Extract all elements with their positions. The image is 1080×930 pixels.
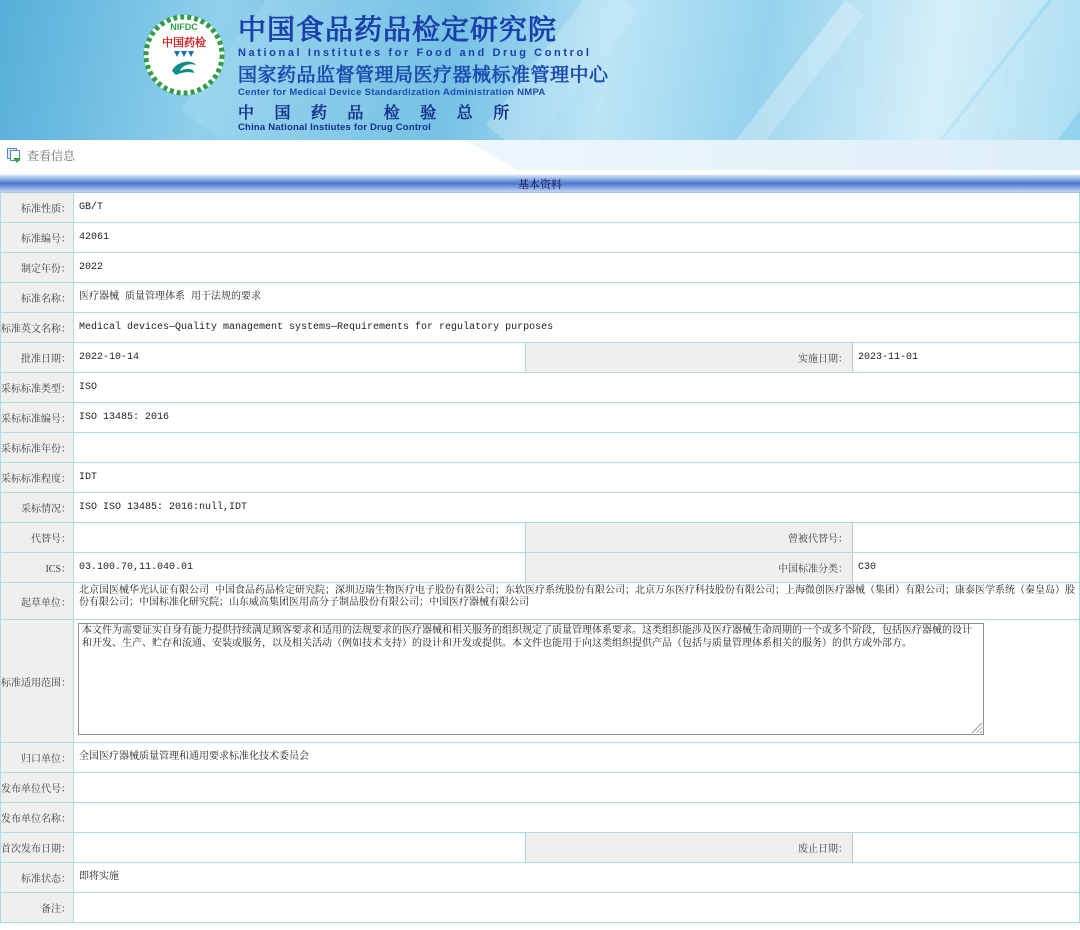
field-value [74,893,1079,922]
field-label: 废止日期： [526,833,853,862]
site-org-en: China National Instiutes for Drug Control [238,122,431,134]
field-label: 制定年份： [1,253,74,282]
field-label: 实施日期： [526,343,853,372]
view-info-button[interactable]: 查看信息 [27,148,76,163]
field-value: 03.100.70,11.040.01 [74,553,526,582]
field-value: 2022 [79,261,104,273]
field-label: 采标标准年份： [1,433,74,462]
field-label: 起草单位： [1,583,74,619]
basic-info-table [0,193,1080,923]
field-label: 发布单位名称： [1,803,74,832]
nifdc-logo [142,13,226,97]
row-ics-class [1,553,1079,583]
scope-textarea-wrap [78,623,984,735]
field-label: 采标情况： [1,493,74,522]
field-value: 2023-11-01 [858,351,919,363]
view-info-icon [6,147,22,163]
field-value [853,833,1079,862]
field-label: 采标标准程度： [1,463,74,492]
row-std-name-en [1,313,1079,343]
row-scope [1,620,1079,743]
site-titles [238,15,609,133]
field-value [853,523,1079,552]
toolbar [0,140,1080,170]
row-pub-unit-name [1,803,1079,833]
field-label: 发布单位代号： [1,773,74,802]
row-adopt-number [1,403,1079,433]
field-label: 标准编号： [1,223,74,252]
logo-arc-text: NIFDC [170,22,198,32]
field-label: ICS： [1,553,74,582]
site-subtitle-cn: 国家药品监督管理局医疗器械标准管理中心 [238,65,609,87]
field-value: 北京国医械华光认证有限公司 中国食品药品检定研究院；深圳迈瑞生物医疗电子股份有限公司；东软医疗系统股份有限公司；北京万东医疗科技股份有限公司；上海微创医疗器械（集团）有限公司；康泰医学系统（秦皇岛）股份有限公司；中国标准化研究院；山东威高集团医用高分子制品股份有限公司；中国医疗器械有限公司 [79,586,1075,609]
row-adopt-degree [1,463,1079,493]
field-value: 全国医疗器械质量管理和通用要求标准化技术委员会 [79,751,309,763]
row-first-pub-abolish [1,833,1079,863]
section-title: 基本资料 [518,178,562,191]
field-value [74,803,1079,832]
field-value: ISO 13485: 2016 [79,411,170,423]
logo-center-text: 中国药检 [162,37,206,49]
toolbar-decoration [465,140,1080,170]
row-remarks [1,893,1079,923]
field-value: ISO [79,381,98,393]
field-value [74,523,526,552]
row-manage-unit [1,743,1079,773]
field-value [74,773,1079,802]
row-approval-impl-date [1,343,1079,373]
field-label: 采标标准类型： [1,373,74,402]
row-std-number [1,223,1079,253]
field-value: 42061 [79,231,110,243]
site-title-cn: 中国食品药品检定研究院 [238,14,558,45]
spacer [0,923,1080,929]
field-label: 采标标准编号： [1,403,74,432]
row-replace-numbers [1,523,1079,553]
field-value: Medical devices—Quality management systems—Requirements for regulatory purposes [79,321,554,333]
field-value: 即将实施 [79,871,119,883]
row-std-status [1,863,1079,893]
scope-textarea[interactable] [78,623,984,735]
row-adopt-info [1,493,1079,523]
site-org-cn: 中 国 药 品 检 验 总 所 [238,104,518,122]
field-value: ISO ISO 13485: 2016:null,IDT [79,501,248,513]
field-label: 标准适用范围： [1,620,74,742]
row-adopt-year [1,433,1079,463]
field-value [74,433,1079,462]
row-adopt-type [1,373,1079,403]
field-label: 曾被代替号： [526,523,853,552]
row-draft-year [1,253,1079,283]
field-value [74,833,526,862]
field-label: 备注： [1,893,74,922]
field-label: 首次发布日期： [1,833,74,862]
field-label: 标准英文名称： [1,313,74,342]
row-pub-unit-code [1,773,1079,803]
field-label: 中国标准分类： [526,553,853,582]
field-value: GB/T [79,201,104,213]
site-header-banner [0,0,1080,140]
field-value: IDT [79,471,98,483]
site-title-en: National Institutes for Food and Drug Control [238,47,592,60]
field-label: 标准名称： [1,283,74,312]
section-title-bar [0,174,1080,193]
field-label: 代替号： [1,523,74,552]
row-std-nature [1,193,1079,223]
site-subtitle-en: Center for Medical Device Standardization Administration NMPA [238,86,546,98]
field-value: 2022-10-14 [74,343,526,372]
field-value: 医疗器械 质量管理体系 用于法规的要求 [79,291,262,303]
field-label: 标准性质： [1,193,74,222]
field-label: 批准日期： [1,343,74,372]
field-value: C30 [858,561,877,573]
row-std-name [1,283,1079,313]
field-value [74,620,1079,742]
row-draft-units [1,583,1079,620]
field-label: 归口单位： [1,743,74,772]
field-label: 标准状态： [1,863,74,892]
